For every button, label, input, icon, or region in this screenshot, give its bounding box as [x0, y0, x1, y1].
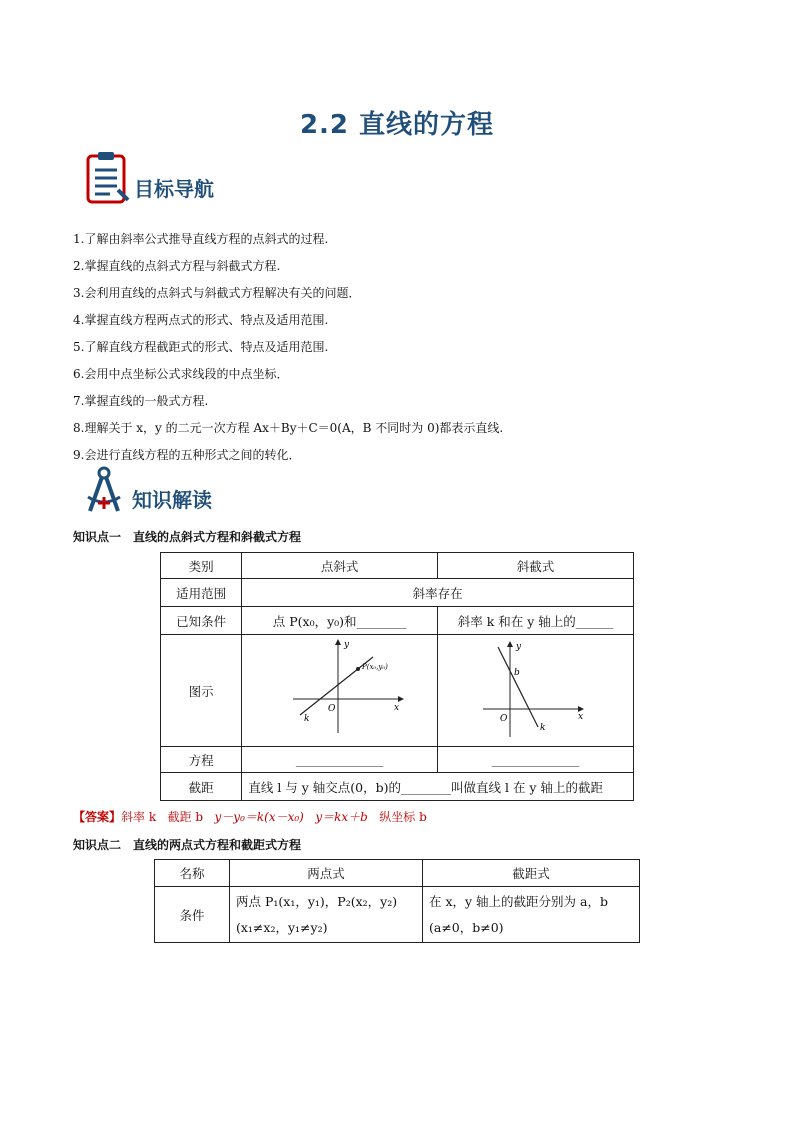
line-label: k [540, 723, 546, 733]
table-cell: ______________ [438, 747, 634, 773]
point-label: P(x₀,y₀) [362, 663, 389, 671]
row-label: 图示 [161, 635, 242, 747]
answer-item: 纵坐标 b [379, 810, 427, 824]
goal-item: 5.了解直线方程截距式的形式、特点及适用范围. [73, 340, 329, 354]
clipboard-icon [84, 150, 132, 206]
goals-list [73, 226, 503, 469]
row-label: 适用范围 [161, 579, 242, 607]
knowledge-point-1: 知识点一 直线的点斜式方程和斜截式方程 [73, 530, 302, 544]
condition-line: (x₁≠x₂，y₁≠y₂) [236, 919, 328, 935]
table-header: 类别 [161, 553, 242, 579]
table-cell: ______________ [242, 747, 438, 773]
condition-line: 两点 P₁(x₁，y₁)，P₂(x₂，y₂) [236, 893, 398, 909]
section-header-knowledge [84, 465, 212, 517]
compass-icon [84, 465, 130, 517]
table-cell [423, 887, 640, 943]
answer-line [73, 808, 427, 825]
answer-item: 截距 b [167, 810, 204, 824]
condition-line: (a≠0，b≠0) [429, 919, 504, 935]
x-label: x [394, 703, 400, 713]
origin-label: O [500, 714, 508, 724]
y-label: y [516, 642, 522, 652]
table-cell: 点 P(x₀，y₀)和________ [242, 607, 438, 635]
table-cell: 斜率 k 和在 y 轴上的______ [438, 607, 634, 635]
x-arrow-icon [398, 696, 404, 702]
row-label: 截距 [161, 773, 242, 801]
answer-item: y＝kx＋b [315, 810, 368, 824]
section-title-knowledge: 知识解读 [132, 488, 212, 512]
x-label: x [578, 712, 584, 722]
goal-item: 2.掌握直线的点斜式方程与斜截式方程. [73, 259, 281, 273]
table-header: 两点式 [230, 860, 423, 887]
goal-item: 6.会用中点坐标公式求线段的中点坐标． [73, 367, 289, 381]
table-point-slope [160, 552, 634, 801]
graph-slope-intercept [438, 635, 633, 743]
table-header: 斜截式 [438, 553, 634, 579]
table-two-point [154, 859, 640, 943]
goal-item: 8.理解关于 x，y 的二元一次方程 Ax＋By＋C＝0(A，B 不同时为 0)都表示直线. [73, 421, 504, 435]
intercept-label: b [514, 668, 520, 678]
point-p [356, 667, 360, 671]
row-label: 已知条件 [161, 607, 242, 635]
row-label: 条件 [155, 887, 230, 943]
goal-item: 9.会进行直线方程的五种形式之间的转化． [73, 448, 301, 462]
graph-cell [242, 635, 438, 747]
answer-item: 斜率 k [121, 810, 157, 824]
goal-item: 1.了解由斜率公式推导直线方程的点斜式的过程. [73, 232, 329, 246]
section-header-goals [84, 150, 214, 206]
table-cell [230, 887, 423, 943]
table-cell: 斜率存在 [242, 579, 634, 607]
y-arrow-icon [507, 641, 513, 647]
table-header: 截距式 [423, 860, 640, 887]
table-header: 名称 [155, 860, 230, 887]
condition-line: 在 x，y 轴上的截距分别为 a，b [429, 893, 608, 909]
graph-cell [438, 635, 634, 747]
knowledge-point-2: 知识点二 直线的两点式方程和截距式方程 [73, 838, 302, 852]
y-arrow-icon [335, 639, 341, 645]
row-label: 方程 [161, 747, 242, 773]
table-cell: 直线 l 与 y 轴交点(0，b)的________叫做直线 l 在 y 轴上的截距 [242, 773, 634, 801]
section-title-goals: 目标导航 [134, 177, 214, 201]
line-label: k [304, 714, 310, 724]
goal-item: 3.会利用直线的点斜式与斜截式方程解决有关的问题． [73, 286, 361, 300]
y-label: y [344, 640, 350, 650]
goal-item: 4.掌握直线方程两点式的形式、特点及适用范围. [73, 313, 329, 327]
answer-item: y－y₀＝k(x－x₀) [214, 810, 304, 824]
graph-point-slope [248, 635, 431, 743]
answer-tag: 【答案】 [73, 810, 122, 824]
table-header: 点斜式 [242, 553, 438, 579]
page-title: 2.2 直线的方程 [299, 110, 495, 140]
origin-label: O [328, 704, 336, 714]
goal-item: 7.掌握直线的一般式方程. [73, 394, 209, 408]
